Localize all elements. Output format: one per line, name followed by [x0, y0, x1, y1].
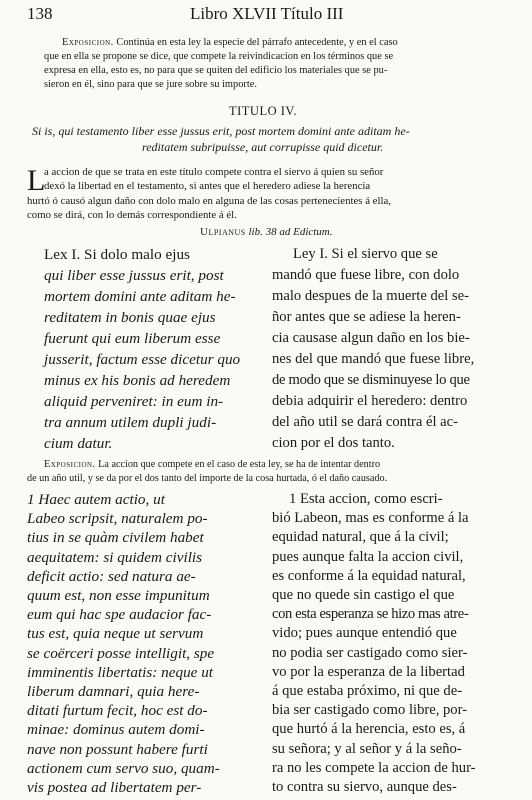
- section-spanish-line: equidad natural, que á la civil;: [272, 529, 449, 546]
- section-latin-line: aequitatem: si quidem civilis: [27, 548, 203, 566]
- exposicion-line: que en ella se propone se dice, que compete la reivindicacion en los términos que se: [44, 51, 394, 62]
- section-latin-line: deficit actio: sed natura ae-: [27, 567, 196, 585]
- ley-spanish-line: de modo que se disminuyese lo que: [272, 372, 470, 388]
- exposicion-line: sieron en él, sino para que se jure sobre su importe.: [44, 79, 257, 90]
- section-latin-line: Labeo scripsit, naturalem po-: [27, 510, 208, 528]
- section-latin-line: minae: dominus autem domi-: [27, 721, 205, 739]
- section-spanish-line: to contra su siervo, aunque des-: [272, 779, 457, 795]
- section-spanish-line: es conforme á la equidad natural,: [272, 567, 466, 584]
- intro-line: hurtó ó causó algun daño con dolo malo en alguna de las cosas pertenecientes á ella,: [27, 195, 391, 207]
- section-latin-line: quum est, non esse impunitum: [27, 587, 210, 604]
- lex-latin-line: jusserit, factum esse dicetur quo: [44, 351, 241, 368]
- section-latin-line: liberum damnari, quia here-: [27, 683, 200, 700]
- source-reference: lib. 38 ad Edictum.: [248, 226, 333, 238]
- section-latin-line: se coërceri posse intelligit, spe: [27, 644, 215, 662]
- section-spanish-line: con esta esperanza se hizo mas atre-: [272, 606, 469, 623]
- intro-line: dexó la libertad en el testamento, si antes que el heredero adiese la herencia: [44, 180, 371, 192]
- ley-spanish-line: cion por el dos tanto.: [272, 435, 395, 451]
- section-latin-line: actionem cum servo suo, quam-: [27, 759, 220, 777]
- ley-spanish-line: Ley I. Si el siervo que se: [293, 246, 438, 262]
- lex-latin-first-line: Lex I. Si dolo malo ejus: [44, 246, 190, 263]
- lex-latin-line: cium datur.: [44, 435, 113, 452]
- running-title: Libro XLVII Título III: [190, 4, 344, 23]
- section-latin-line: nave non possunt habere furti: [27, 740, 208, 758]
- exposicion-line: expresa en ella, esto es, no para que se quiten del edificio los materiales que se pu-: [44, 65, 388, 76]
- section-spanish-line: 1 Esta accion, como escri-: [289, 491, 443, 507]
- section-spanish-line: vido; pues aunque entendió que: [272, 625, 457, 642]
- lex-latin-line: reditatem in bonis quae ejus: [44, 309, 216, 326]
- ley-spanish-line: nes del que mandó que fuese libre,: [272, 351, 475, 367]
- section-latin-line: imminentis libertatis: neque ut: [27, 663, 214, 681]
- section-spanish-line: bia ser castigado como libre, por-: [272, 702, 468, 719]
- section-latin-line: tus est, quia neque ut servum: [27, 625, 204, 643]
- ley-spanish-line: debia adquirir el heredero: dentro: [272, 393, 468, 409]
- ley-spanish-line: ñor antes que se adiese la heren-: [272, 309, 461, 325]
- section-latin-line: 1 Haec autem actio, ut: [27, 491, 165, 508]
- intro-line: como se dirá, con lo demás correspondiente á él.: [27, 209, 237, 221]
- section-spanish-line: su señora; y al señor y á la seño-: [272, 740, 462, 757]
- section-latin-line: eum qui hac spe audacior fac-: [27, 606, 212, 624]
- section-spanish-line: vo por la esperanza de la libertad: [272, 663, 465, 680]
- section-spanish-line: no podia ser castigado como sier-: [272, 644, 468, 661]
- drop-cap: L: [27, 164, 46, 197]
- lex-latin-line: minus ex his bonis ad heredem: [44, 372, 231, 389]
- section-latin-line: ditati furtum fecit, hoc est do-: [27, 702, 208, 720]
- section-spanish-line: pues aunque falta la accion civil,: [272, 548, 464, 565]
- exposicion-line: La accion que compete en el caso de esta ley, se ha de intentar dentro: [98, 459, 381, 470]
- exposicion-label: Exposicion.: [44, 459, 96, 470]
- section-spanish-line: á que estaba próximo, ni que de-: [272, 683, 463, 699]
- section-latin-line: vis postea ad libertatem per-: [27, 779, 202, 796]
- ley-spanish-line: cia causase algun daño en los bie-: [272, 330, 470, 346]
- section-latin-line: tius in se quàm civilem habet: [27, 529, 204, 547]
- ley-spanish-line: del año util se dará contra él ac-: [272, 414, 458, 430]
- page-number: 138: [27, 4, 53, 23]
- section-spanish-line: que no quede sin castigo el que: [272, 587, 455, 603]
- titulo-heading: TITULO IV.: [229, 104, 297, 118]
- section-spanish-line: ra no les compete la accion de hur-: [272, 759, 476, 776]
- intro-line: a accion de que se trata en este título compete contra el siervo á quien su señor: [44, 166, 384, 178]
- titulo-rubric-line: reditatem subripuisse, aut corrupisse quid dicetur.: [142, 140, 384, 154]
- exposicion-line: Continúa en esta ley la especie del párrafo antecedente, y en el caso: [116, 37, 398, 48]
- lex-latin-line: qui liber esse jussus erit, post: [44, 267, 224, 284]
- lex-latin-line: [44, 246, 190, 264]
- lex-latin-line: aliquid perveniret: in eum in-: [44, 393, 224, 410]
- lex-latin-line: fuerunt qui eum liberum esse: [44, 330, 221, 347]
- exposicion-line: de un año util, y se da por el dos tanto del importe de la cosa hurtada, ó el daño causado.: [27, 473, 388, 484]
- ley-spanish-line: malo despues de la muerte del se-: [272, 288, 469, 304]
- section-spanish-line: que hurtó á la herencia, esto es, á: [272, 721, 466, 738]
- exposicion-label: Exposicion.: [62, 37, 114, 48]
- source-citation: [200, 226, 333, 238]
- titulo-rubric-line: Si is, qui testamento liber esse jussus erit, post mortem domini ante aditam he-: [32, 124, 410, 138]
- lex-latin-line: tra annum utilem dupli judi-: [44, 414, 217, 431]
- section-spanish-line: bió Labeon, mas es conforme á la: [272, 510, 469, 527]
- lex-latin-line: mortem domini ante aditam he-: [44, 288, 236, 305]
- ley-spanish-line: mandó que fuese libre, con dolo: [272, 267, 460, 283]
- source-author: Ulpianus: [200, 226, 246, 238]
